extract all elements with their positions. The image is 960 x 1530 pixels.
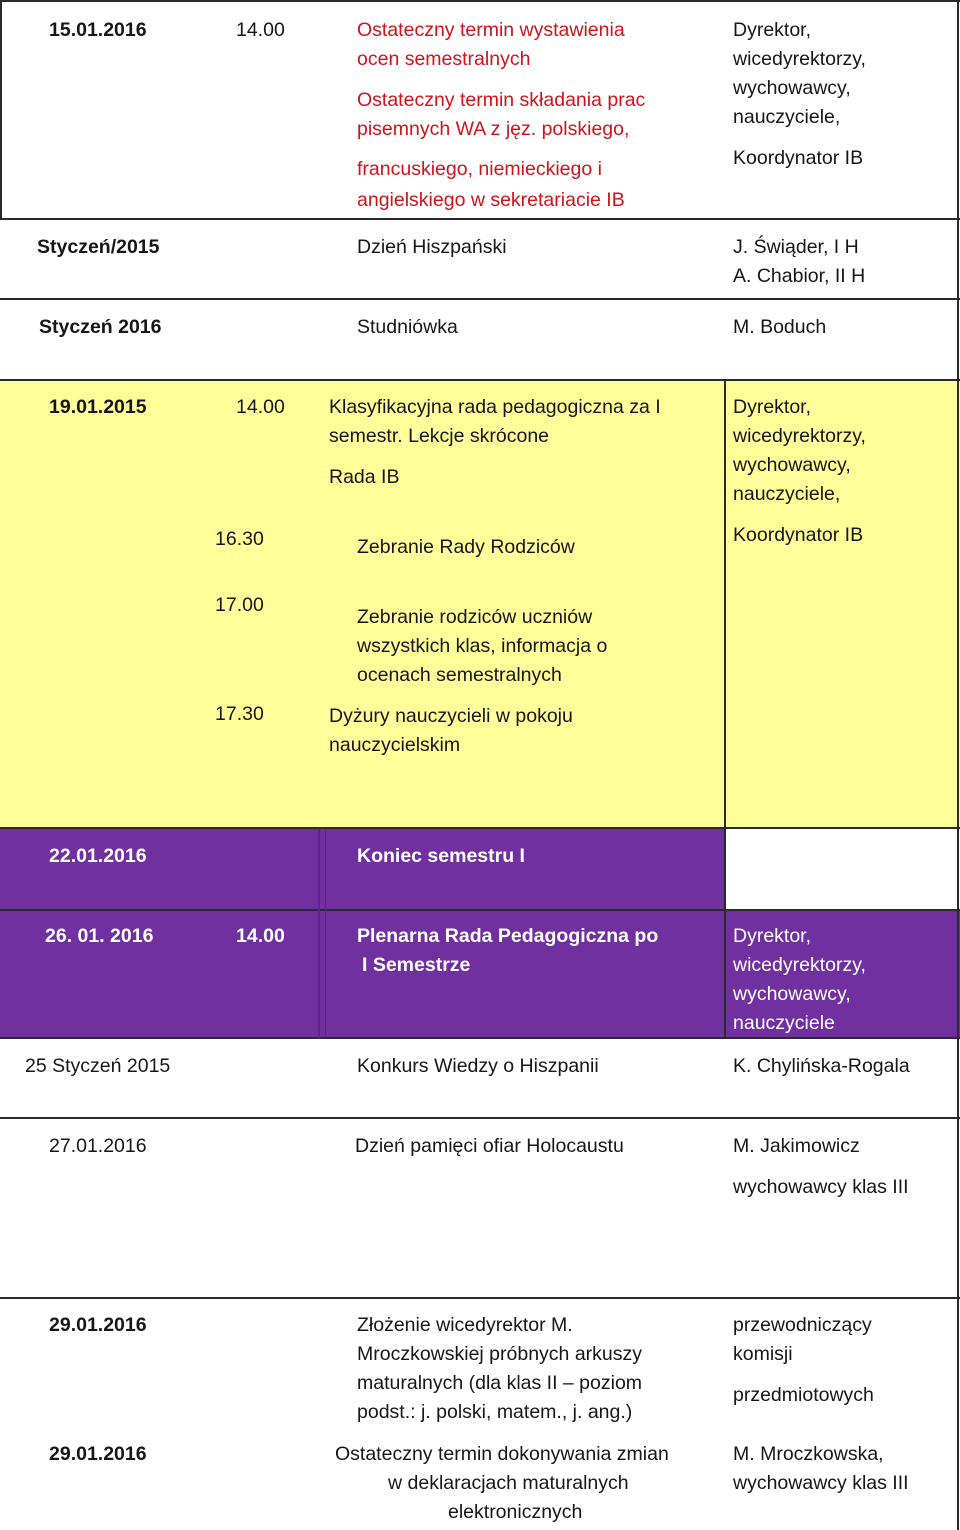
event-line: francuskiego, niemieckiego i — [357, 158, 602, 180]
row-time: 14.00 — [236, 19, 285, 41]
row-divider — [0, 827, 960, 829]
row-date: 26. 01. 2016 — [45, 925, 154, 947]
responsible-line: przedmiotowych — [733, 1384, 874, 1406]
responsible-line: wychowawcy klas III — [733, 1176, 909, 1198]
event-line: podst.: j. polski, matem., j. ang.) — [357, 1401, 633, 1423]
row-divider — [0, 1297, 960, 1299]
schedule-row — [0, 1118, 960, 1298]
event-line: Złożenie wicedyrektor M. — [357, 1314, 573, 1336]
row-time: 14.00 — [236, 396, 285, 418]
row-date: Styczeń/2015 — [37, 236, 160, 258]
schedule-row-highlighted — [0, 828, 960, 910]
responsible-line: J. Świąder, I H — [733, 236, 859, 258]
event-line: Ostateczny termin składania prac — [357, 89, 646, 111]
table-border-top — [0, 0, 960, 2]
event-line: Zebranie rodziców uczniów — [357, 606, 593, 628]
responsible-line: wychowawcy, — [733, 983, 851, 1005]
table-border-left — [0, 0, 2, 220]
event-line: Plenarna Rada Pedagogiczna po — [357, 925, 659, 947]
schedule-row — [0, 1428, 960, 1530]
row-time: 17.00 — [215, 594, 264, 616]
responsible-line: M. Boduch — [733, 316, 827, 338]
responsible-line: Koordynator IB — [733, 524, 864, 546]
event-line: Klasyfikacyjna rada pedagogiczna za I — [329, 396, 661, 418]
event-line: elektronicznych — [448, 1501, 583, 1523]
row-divider — [0, 298, 960, 300]
event-line: semestr. Lekcje skrócone — [329, 425, 550, 447]
row-date: 29.01.2016 — [49, 1443, 147, 1465]
row-date: 29.01.2016 — [49, 1314, 147, 1336]
event-line: wszystkich klas, informacja o — [357, 635, 608, 657]
event-line: Ostateczny termin wystawienia — [357, 19, 625, 41]
schedule-row — [0, 299, 960, 379]
event-line: Zebranie Rady Rodziców — [357, 536, 575, 558]
responsible-line: Dyrektor, — [733, 396, 812, 418]
event-line: pisemnych WA z jęz. polskiego, — [357, 118, 630, 140]
event-line: Mroczkowskiej próbnych arkuszy — [357, 1343, 643, 1365]
row-time: 17.30 — [215, 703, 264, 725]
event-line: Ostateczny termin dokonywania zmian — [335, 1443, 669, 1465]
row-date: 25 Styczeń 2015 — [25, 1055, 171, 1077]
row-date: 19.01.2015 — [49, 396, 147, 418]
responsible-line: Dyrektor, — [733, 925, 812, 947]
responsible-line: wychowawcy, — [733, 454, 851, 476]
event-line: nauczycielskim — [329, 734, 461, 756]
row-date: 15.01.2016 — [49, 19, 147, 41]
row-event: Studniówka — [357, 316, 458, 338]
schedule-row-highlighted — [0, 910, 960, 1038]
event-line: angielskiego w sekretariacie IB — [357, 189, 625, 211]
table-border-right — [957, 0, 959, 1530]
row-event: Konkurs Wiedzy o Hiszpanii — [357, 1055, 599, 1077]
responsible-line: wychowawcy, — [733, 77, 851, 99]
responsible-line: nauczyciele, — [733, 106, 841, 128]
schedule-row — [0, 1038, 960, 1118]
row-date: 22.01.2016 — [49, 845, 147, 867]
responsible-line: A. Chabior, II H — [733, 265, 866, 287]
row-date: Styczeń 2016 — [39, 316, 162, 338]
row-event: Dzień pamięci ofiar Holocaustu — [355, 1135, 624, 1157]
row-event: Koniec semestru I — [357, 845, 525, 867]
responsible-line: wychowawcy klas III — [733, 1472, 909, 1494]
responsible-line: nauczyciele — [733, 1012, 835, 1034]
row-event: Dzień Hiszpański — [357, 236, 507, 258]
event-line: ocen semestralnych — [357, 48, 531, 70]
row-time: 16.30 — [215, 528, 264, 550]
event-line: Rada IB — [329, 466, 400, 488]
schedule-row — [0, 1298, 960, 1428]
row-divider — [0, 379, 960, 381]
schedule-row-highlighted — [0, 380, 960, 828]
row-divider — [0, 1117, 960, 1119]
responsible-line: nauczyciele, — [733, 483, 841, 505]
responsible-line: Koordynator IB — [733, 147, 864, 169]
event-line: w deklaracjach maturalnych — [388, 1472, 629, 1494]
responsible-line: wicedyrektorzy, — [733, 48, 866, 70]
row-divider — [0, 909, 960, 911]
row-divider — [0, 218, 960, 220]
column-divider — [724, 379, 726, 1039]
responsible-line: Dyrektor, — [733, 19, 812, 41]
schedule-row — [0, 0, 960, 219]
column-divider — [318, 829, 320, 1038]
responsible-line: M. Jakimowicz — [733, 1135, 860, 1157]
row-date: 27.01.2016 — [49, 1135, 147, 1157]
event-line: ocenach semestralnych — [357, 664, 562, 686]
responsible-line: przewodniczący — [733, 1314, 872, 1336]
responsible-line: wicedyrektorzy, — [733, 425, 866, 447]
responsible-line: K. Chylińska-Rogala — [733, 1055, 910, 1077]
responsible-line: komisji — [733, 1343, 793, 1365]
row-time: 14.00 — [236, 925, 285, 947]
schedule-row — [0, 219, 960, 299]
event-line: maturalnych (dla klas II – poziom — [357, 1372, 643, 1394]
event-line: I Semestrze — [362, 954, 471, 976]
row-divider — [0, 1037, 960, 1039]
event-line: Dyżury nauczycieli w pokoju — [329, 705, 573, 727]
empty-cell — [725, 828, 960, 910]
column-divider — [325, 829, 326, 1038]
responsible-line: M. Mroczkowska, — [733, 1443, 884, 1465]
responsible-line: wicedyrektorzy, — [733, 954, 866, 976]
